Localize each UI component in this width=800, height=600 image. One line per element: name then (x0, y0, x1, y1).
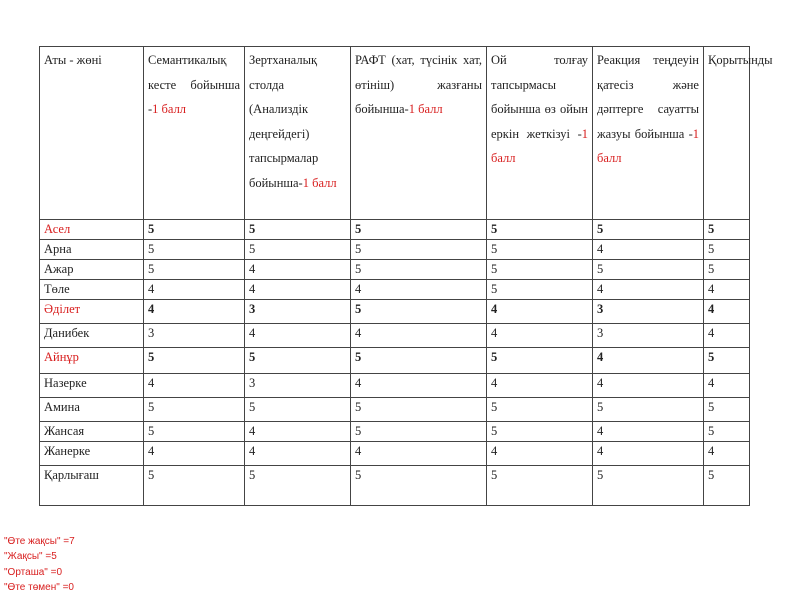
table-row (40, 324, 750, 348)
score-cell: 4 (704, 300, 750, 324)
student-name: Жанерке (40, 442, 144, 466)
table-row (40, 220, 750, 240)
score-cell: 5 (351, 240, 487, 260)
score-cell: 4 (593, 348, 704, 374)
score-cell: 4 (245, 324, 351, 348)
score-cell: 5 (351, 220, 487, 240)
score-cell: 3 (593, 324, 704, 348)
score-cell: 4 (144, 374, 245, 398)
table-row (40, 374, 750, 398)
score-cell: 5 (487, 240, 593, 260)
score-cell: 5 (245, 220, 351, 240)
score-cell: 3 (593, 300, 704, 324)
score-cell: 5 (144, 398, 245, 422)
score-cell: 5 (144, 260, 245, 280)
grade-legend (4, 534, 75, 595)
score-cell: 5 (704, 466, 750, 506)
score-cell: 5 (704, 220, 750, 240)
student-name: Ажар (40, 260, 144, 280)
score-cell: 5 (704, 240, 750, 260)
score-cell: 5 (144, 348, 245, 374)
score-cell: 5 (487, 220, 593, 240)
score-cell: 5 (351, 466, 487, 506)
score-cell: 5 (487, 398, 593, 422)
legend-average: "Орташа" =0 (4, 566, 63, 578)
header-row (40, 47, 750, 220)
student-name: Арна (40, 240, 144, 260)
score-cell: 5 (144, 422, 245, 442)
score-cell: 4 (144, 442, 245, 466)
legend-poor: "Өте төмен" =0 (4, 581, 74, 593)
score-cell: 5 (593, 398, 704, 422)
score-cell: 4 (487, 300, 593, 324)
header-reaction-equation: Реакция теңдеуін қатесіз және дәптерге сауатты жазуы бойынша -1 балл (593, 47, 704, 220)
score-cell: 4 (487, 324, 593, 348)
header-lab-table: Зертханалық столда (Анализдік деңгейдегі) тапсырмалар бойынша-1 балл (245, 47, 351, 220)
table-row (40, 398, 750, 422)
score-cell: 4 (144, 280, 245, 300)
score-cell: 5 (245, 348, 351, 374)
student-name: Төле (40, 280, 144, 300)
score-cell: 5 (487, 348, 593, 374)
header-total: Қорытынды (704, 47, 750, 220)
legend-excellent: "Өте жақсы" =7 (4, 536, 75, 547)
legend-good: "Жақсы" =5 (4, 551, 57, 563)
score-cell: 5 (351, 422, 487, 442)
header-name: Аты - жөні (40, 47, 144, 220)
table-row (40, 422, 750, 442)
student-name: Данибек (40, 324, 144, 348)
score-cell: 4 (144, 300, 245, 324)
score-cell: 5 (245, 398, 351, 422)
score-cell: 5 (245, 240, 351, 260)
score-cell: 5 (144, 240, 245, 260)
score-cell: 5 (704, 260, 750, 280)
score-cell: 4 (245, 442, 351, 466)
score-cell: 3 (245, 374, 351, 398)
score-cell: 5 (351, 398, 487, 422)
score-cell: 4 (704, 324, 750, 348)
score-cell: 5 (704, 348, 750, 374)
score-cell: 5 (487, 422, 593, 442)
table-row (40, 466, 750, 506)
score-cell: 5 (144, 220, 245, 240)
score-cell: 5 (704, 422, 750, 442)
grades-table-body (40, 47, 773, 506)
student-name: Амина (40, 398, 144, 422)
score-cell: 5 (351, 300, 487, 324)
table-row (40, 442, 750, 466)
score-cell: 4 (704, 442, 750, 466)
score-cell: 5 (593, 260, 704, 280)
score-cell: 5 (704, 398, 750, 422)
table-row (40, 260, 750, 280)
header-raft: РАФТ (хат, түсінік хат, өтініш) жазғаны бойынша-1 балл (351, 47, 487, 220)
score-cell: 5 (351, 348, 487, 374)
student-name: Назерке (40, 374, 144, 398)
score-cell: 5 (351, 260, 487, 280)
score-cell: 5 (487, 466, 593, 506)
score-cell: 4 (593, 442, 704, 466)
score-cell: 5 (487, 260, 593, 280)
table-row (40, 280, 750, 300)
score-cell: 4 (593, 374, 704, 398)
score-cell: 4 (351, 374, 487, 398)
header-reflection: Ой толғау тапсырмасы бойынша өз ойын еркін жеткізуі -1 балл (487, 47, 593, 220)
student-name: Айнұр (40, 348, 144, 374)
score-cell: 4 (351, 324, 487, 348)
score-cell: 4 (487, 374, 593, 398)
score-cell: 4 (704, 280, 750, 300)
table-row (40, 300, 750, 324)
table-row (40, 348, 750, 374)
score-cell: 5 (144, 466, 245, 506)
score-cell: 3 (144, 324, 245, 348)
grades-table (39, 46, 773, 506)
student-name: Қарлығаш (40, 466, 144, 506)
header-semantic-table: Семантикалық кесте бойынша -1 балл (144, 47, 245, 220)
score-cell: 5 (593, 466, 704, 506)
score-cell: 4 (593, 280, 704, 300)
score-cell: 4 (593, 422, 704, 442)
score-cell: 5 (593, 220, 704, 240)
score-cell: 4 (487, 442, 593, 466)
table-row (40, 240, 750, 260)
score-cell: 4 (704, 374, 750, 398)
score-cell: 5 (487, 280, 593, 300)
score-cell: 4 (245, 280, 351, 300)
student-name: Әділет (40, 300, 144, 324)
student-name: Жансая (40, 422, 144, 442)
score-cell: 4 (351, 442, 487, 466)
score-cell: 4 (351, 280, 487, 300)
score-cell: 5 (245, 466, 351, 506)
score-cell: 4 (245, 260, 351, 280)
score-cell: 4 (245, 422, 351, 442)
score-cell: 4 (593, 240, 704, 260)
student-name: Асел (40, 220, 144, 240)
score-cell: 3 (245, 300, 351, 324)
